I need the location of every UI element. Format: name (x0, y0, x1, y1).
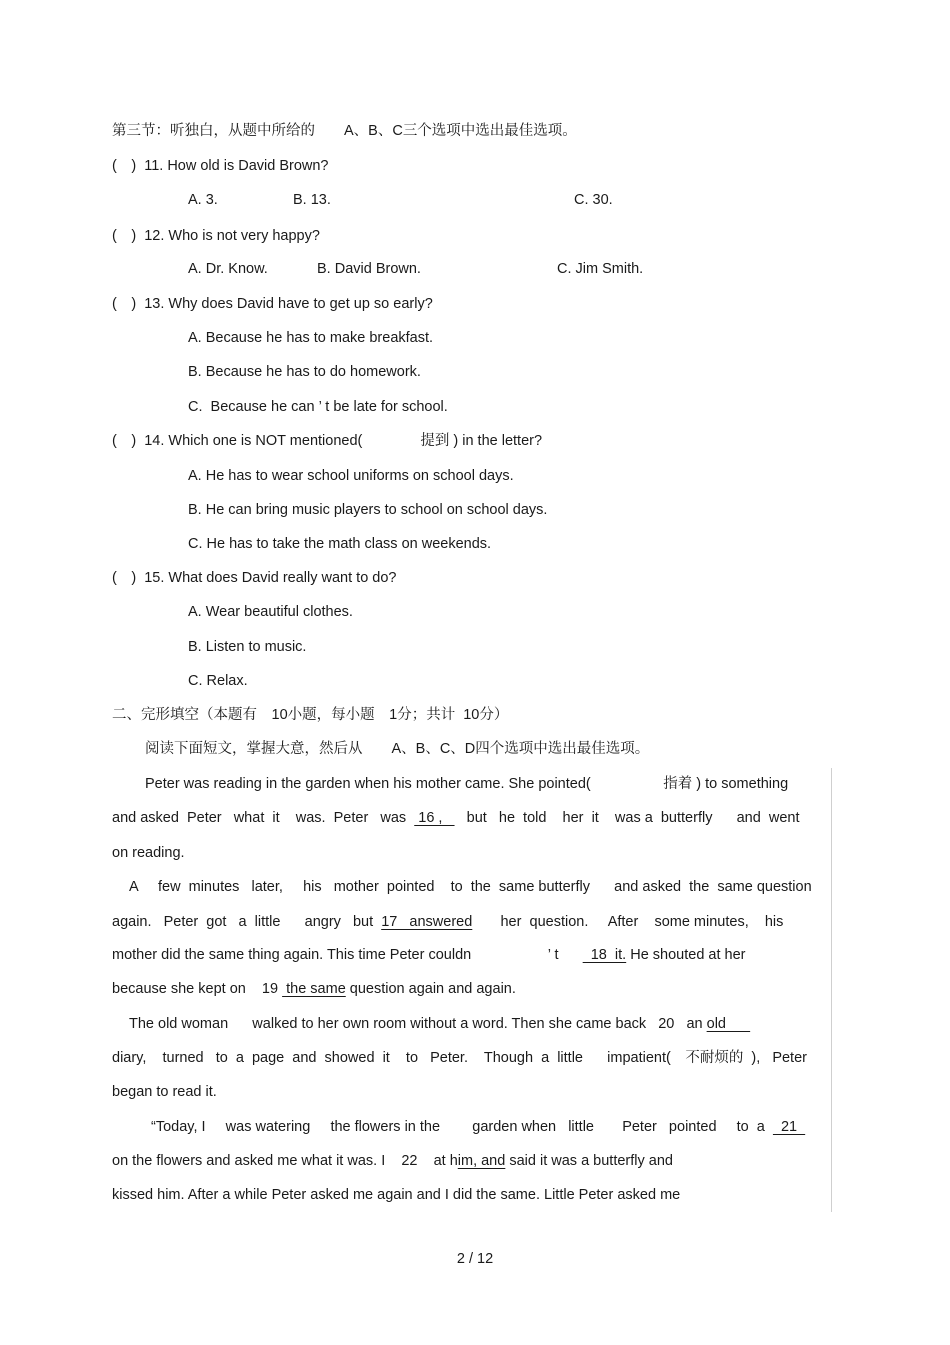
option-c: C. Jim Smith. (557, 261, 644, 277)
option-b: B. 13. (293, 192, 331, 208)
cloze-blank: 17 answered (381, 914, 473, 930)
option-b: B. Because he has to do homework. (188, 364, 421, 380)
option-a: A. Wear beautiful clothes. (188, 604, 353, 620)
cloze-blank: 16 , (414, 810, 455, 826)
passage-line: mother did the same thing again. This time Peter couldn ’ t 18 it. He shouted at her (112, 947, 746, 963)
passage-line: diary, turned to a page and showed it to Peter. Though a little impatient( 不耐烦的 ), Peter (112, 1050, 807, 1066)
option-c: C. Because he can ’ t be late for school. (188, 399, 448, 415)
option-c: C. 30. (574, 192, 613, 208)
question-stem: ( ) 13. Why does David have to get up so early? (112, 296, 433, 312)
passage-line: and asked Peter what it was. Peter was 16 , but he told her it was a butterfly and went (112, 810, 800, 826)
question-stem: ( ) 12. Who is not very happy? (112, 228, 320, 244)
section-instruction: 阅读下面短文，掌握大意，然后从 A、B、C、D四个选项中选出最佳选项。 (145, 741, 650, 757)
option-b: B. Listen to music. (188, 639, 307, 655)
passage-line: The old woman walked to her own room without a word. Then she came back 20 an old (129, 1016, 751, 1032)
option-a: A. 3. (188, 192, 218, 208)
passage-line: A few minutes later, his mother pointed to the same butterfly and asked the same question (129, 879, 812, 895)
passage-line: on the flowers and asked me what it was. I 22 at him, and said it was a butterfly and (112, 1153, 673, 1169)
passage-line: began to read it. (112, 1084, 217, 1100)
passage-border (831, 768, 832, 1212)
question-stem: ( ) 15. What does David really want to do? (112, 570, 397, 586)
passage-line: again. Peter got a little angry but 17 answered her question. After some minutes, his (112, 914, 784, 930)
passage-line: “Today, I was watering the flowers in the garden when little Peter pointed to a 21 (151, 1119, 806, 1135)
question-stem: ( ) 14. Which one is NOT mentioned( 提到 ) in the letter? (112, 433, 543, 449)
option-a: A. Because he has to make breakfast. (188, 330, 434, 346)
option-c: C. Relax. (188, 673, 248, 689)
option-c: C. He has to take the math class on weekends. (188, 536, 492, 552)
cloze-blank: im, and (457, 1153, 506, 1169)
question-stem: ( ) 11. How old is David Brown? (112, 158, 329, 174)
cloze-blank: 21 (772, 1119, 806, 1135)
passage-line: Peter was reading in the garden when his mother came. She pointed( 指着 ) to something (145, 776, 789, 792)
passage-line: on reading. (112, 845, 185, 861)
section-heading: 二、完形填空（本题有 10小题，每小题 1分；共计 10分） (112, 707, 509, 723)
option-b: B. He can bring music players to school on school days. (188, 502, 548, 518)
cloze-blank: the same (282, 981, 346, 997)
cloze-blank: old (706, 1016, 751, 1032)
section-heading: 第三节：听独白，从题中所给的 A、B、C三个选项中选出最佳选项。 (112, 123, 577, 139)
passage-line: kissed him. After a while Peter asked me again and I did the same. Little Peter asked me (112, 1187, 681, 1203)
option-b: B. David Brown. (317, 261, 421, 277)
option-a: A. He has to wear school uniforms on school days. (188, 468, 514, 484)
passage-line: because she kept on 19 the same question again and again. (112, 981, 516, 997)
option-a: A. Dr. Know. (188, 261, 268, 277)
cloze-blank: 18 it. (582, 947, 627, 963)
page-number: 2 / 12 (456, 1251, 494, 1267)
